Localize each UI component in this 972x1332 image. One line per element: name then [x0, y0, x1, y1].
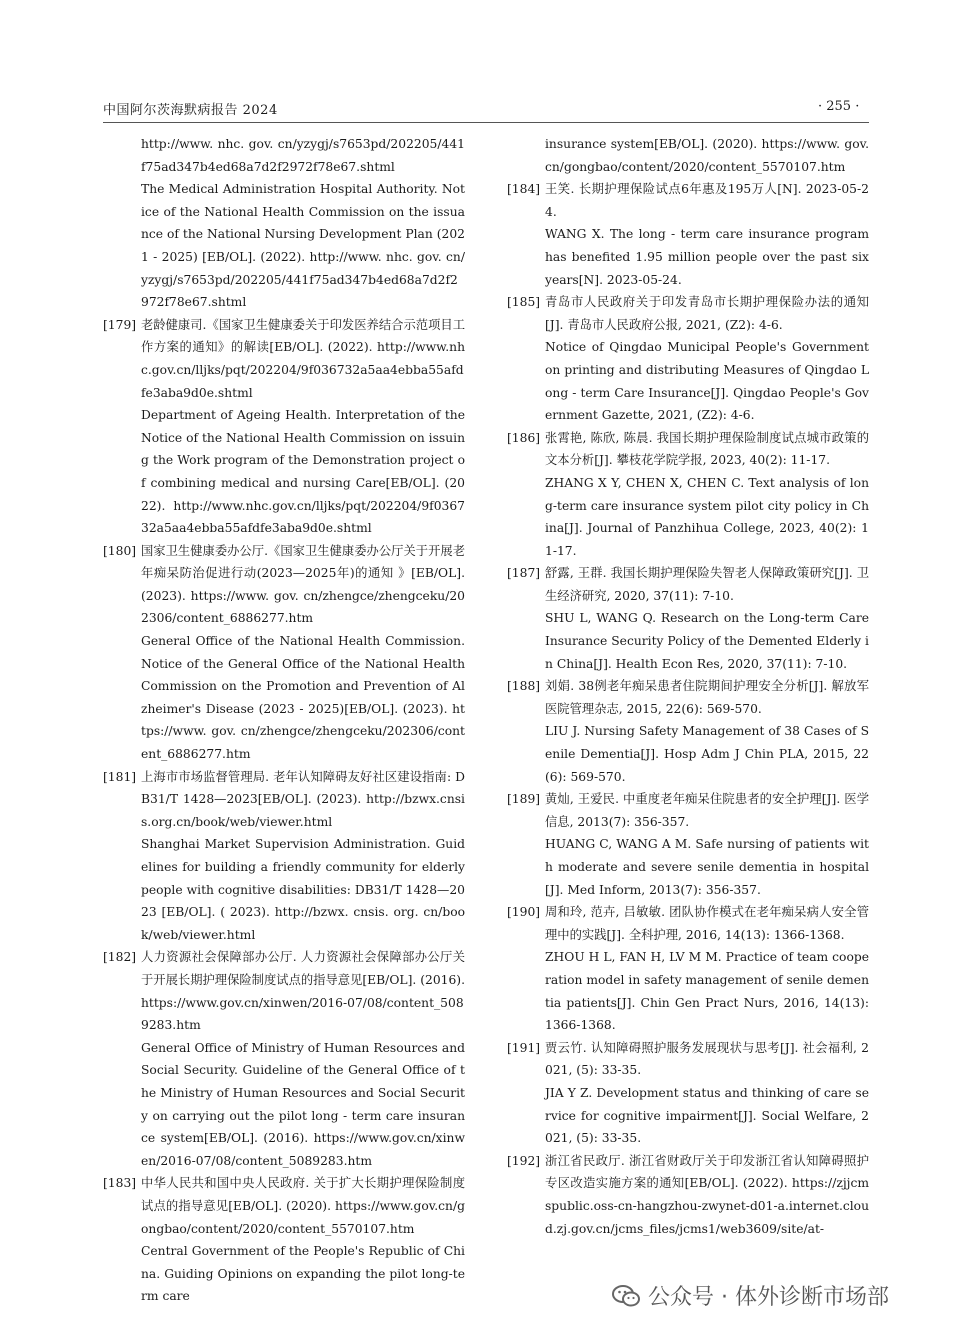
reference-translation: Central Government of the People's Republic of China. Guiding Opinions on expanding the pilot long-term care [141, 1244, 465, 1304]
reference-translation: ZHOU H L, FAN H, LV M M. Practice of team cooperation model in safety management of senile dementia patients[J]. Chin Gen Pract Nurs, 2016, 14(13): 1366-1368. [545, 950, 869, 1033]
reference-entry [507, 291, 869, 427]
reference-number: [192] [507, 1153, 541, 1168]
wechat-icon [612, 1284, 640, 1308]
reference-citation: 人力资源社会保障部办公厅. 人力资源社会保障部办公厅关于开展长期护理保险制度试点的指导意见[EB/OL]. (2016). https://www.gov.cn/xinwen/2016-07/08/content_5089283.htm [141, 950, 465, 1033]
reference-citation: insurance system[EB/OL]. (2020). https://www. gov. cn/gongbao/content/2020/content_5570107.htm [545, 137, 869, 174]
reference-number: [182] [103, 950, 137, 965]
reference-number: [187] [507, 566, 541, 581]
reference-number: [184] [507, 182, 541, 197]
reference-number: [181] [103, 769, 137, 784]
reference-translation: Shanghai Market Supervision Administration. Guidelines for building a friendly community for elderly people with cognitive disabilities: DB31/T 1428—2023 [EB/OL]. ( 2023). http://bzwx. cnsis. org. cn/book/web/viewer.html [141, 837, 465, 942]
reference-citation: 王笑. 长期护理保险试点6年惠及195万人[N]. 2023-05-24. [545, 182, 869, 219]
reference-number: [183] [103, 1176, 137, 1191]
reference-entry [507, 1037, 869, 1150]
reference-translation: JIA Y Z. Development status and thinking of care service for cognitive impairment[J]. Social Welfare, 2021, (5): 33-35. [545, 1085, 869, 1146]
reference-citation: 黄灿, 王爱民. 中重度老年痴呆住院患者的安全护理[J]. 医学信息, 2013(7): 356-357. [545, 792, 869, 829]
reference-citation: 刘娟. 38例老年痴呆患者住院期间护理安全分析[J]. 解放军医院管理杂志, 2015, 22(6): 569-570. [545, 679, 869, 716]
reference-translation: General Office of the National Health Commission. Notice of the General Office of the National Health Commission on the Promotion and Prevention of Alzheimer's Disease (2023 - 2025)[EB/OL]. (2023). https://www. gov. cn/zhengce/zhengceku/202306/content_6886277.htm [141, 634, 465, 762]
reference-entry [507, 427, 869, 563]
reference-entry [507, 675, 869, 788]
reference-translation: The Medical Administration Hospital Authority. Notice of the National Health Commission on the issuance of the National Nursing Development Plan (2021 - 2025) [EB/OL]. (2022). http://www. nhc. gov. cn/yzygj/s7653pd/202205/441f75ad347b4ed68a7d2f2972f78e67.shtml [141, 182, 465, 310]
reference-citation: 贾云竹. 认知障碍照护服务发展现状与思考[J]. 社会福利, 2021, (5): 33-35. [545, 1040, 869, 1078]
reference-translation: WANG X. The long - term care insurance program has benefited 1.95 million people over the past six years[N]. 2023-05-24. [545, 227, 869, 287]
reference-citation: 浙江省民政厅. 浙江省财政厅关于印发浙江省认知障碍照护专区改造实施方案的通知[EB/OL]. (2022). https://zjjcmspublic.oss-cn-hangzhou-zwynet-d01-a.internet.cloud.zj.gov.cn/jcms_files/jcms1/web3609/site/at- [545, 1153, 869, 1236]
reference-citation: http://www. nhc. gov. cn/yzygj/s7653pd/202205/441f75ad347b4ed68a7d2f2972f78e67.shtml [141, 137, 465, 174]
reference-citation: 张霄艳, 陈欣, 陈晨. 我国长期护理保险制度试点城市政策的文本分析[J]. 攀枝花学院学报, 2023, 40(2): 11-17. [545, 430, 869, 468]
reference-entry [507, 562, 869, 675]
reference-number: [180] [103, 543, 137, 558]
running-header-title: 中国阿尔茨海默病报告 2024 [103, 103, 278, 118]
reference-entry [507, 133, 869, 178]
reference-number: [191] [507, 1040, 541, 1055]
left-column [103, 133, 465, 1308]
reference-entry [103, 766, 465, 947]
reference-citation: 周和玲, 范卉, 吕敏敏. 团队协作模式在老年痴呆病人安全管理中的实践[J]. 全科护理, 2016, 14(13): 1366-1368. [545, 905, 869, 942]
reference-citation: 舒露, 王群. 我国长期护理保险失智老人保障政策研究[J]. 卫生经济研究, 2020, 37(11): 7-10. [545, 566, 869, 603]
reference-entry [103, 314, 465, 540]
reference-number: [190] [507, 905, 541, 920]
reference-translation: HUANG C, WANG A M. Safe nursing of patients with moderate and severe senile dementia in hospital[J]. Med Inform, 2013(7): 356-357. [545, 837, 869, 897]
reference-entry [103, 946, 465, 1172]
reference-entry [103, 540, 465, 766]
reference-entry [103, 133, 465, 314]
reference-translation: SHU L, WANG Q. Research on the Long-term Care Insurance Security Policy of the Demented Elderly in China[J]. Health Econ Res, 2020, 37(11): 7-10. [545, 611, 869, 671]
reference-number: [186] [507, 430, 541, 445]
header-rule [103, 122, 869, 123]
reference-entry [507, 1150, 869, 1240]
watermark [612, 1280, 889, 1311]
reference-translation: LIU J. Nursing Safety Management of 38 Cases of Senile Dementia[J]. Hosp Adm J Chin PLA, 2015, 22(6): 569-570. [545, 724, 869, 784]
reference-translation: Department of Ageing Health. Interpretation of the Notice of the National Health Commission on issuing the Work program of the Demonstration project of combining medical and nursing Care[EB/OL]. (2022). http://www.nhc.gov.cn/lljks/pqt/202204/9f036732a5aa4ebba55afdfe3aba9d0e.shtml [141, 408, 465, 536]
watermark-text: 公众号 · 体外诊断市场部 [648, 1285, 889, 1310]
reference-translation: General Office of Ministry of Human Resources and Social Security. Guideline of the General Office of the Ministry of Human Resources and Social Security on carrying out the pilot long - term care insurance system[EB/OL]. (2016). https://www.gov.cn/xinwen/2016-07/08/content_5089283.htm [141, 1040, 465, 1168]
reference-entry [507, 788, 869, 901]
reference-citation: 老龄健康司.《国家卫生健康委关于印发医养结合示范项目工作方案的通知》的解读[EB/OL]. (2022). http://www.nhc.gov.cn/lljks/pqt/202204/9f036732a5aa4ebba55afdfe3aba9d0e.shtml [141, 317, 465, 400]
reference-translation: Notice of Qingdao Municipal People's Government on printing and distributing Measures of Qingdao Long - term Care Insurance[J]. Qingdao People's Government Gazette, 2021, (Z2): 4-6. [545, 340, 869, 423]
reference-number: [189] [507, 792, 541, 807]
reference-number: [188] [507, 679, 541, 694]
reference-entry [507, 178, 869, 291]
reference-number: [179] [103, 317, 137, 332]
reference-translation: ZHANG X Y, CHEN X, CHEN C. Text analysis of long-term care insurance system pilot city policy in China[J]. Journal of Panzhihua College, 2023, 40(2): 11-17. [545, 475, 869, 558]
reference-entry [103, 1172, 465, 1308]
right-column [507, 133, 869, 1240]
reference-citation: 青岛市人民政府关于印发青岛市长期护理保险办法的通知[J]. 青岛市人民政府公报, 2021, (Z2): 4-6. [545, 295, 869, 332]
reference-citation: 国家卫生健康委办公厅.《国家卫生健康委办公厅关于开展老年痴呆防治促进行动(2023—2025年)的通知 》[EB/OL]. (2023). https://www. gov. cn/zhengce/zhengceku/202306/content_6886277.htm [141, 543, 465, 626]
reference-entry [507, 901, 869, 1037]
reference-number: [185] [507, 295, 541, 310]
page-number: · 255 · [818, 99, 860, 114]
reference-citation: 中华人民共和国中央人民政府. 关于扩大长期护理保险制度试点的指导意见[EB/OL]. (2020). https://www.gov.cn/gongbao/content/2020/content_5570107.htm [141, 1176, 465, 1236]
reference-citation: 上海市市场监督管理局. 老年认知障碍友好社区建设指南: DB31/T 1428—2023[EB/OL]. (2023). http://bzwx.cnsis.org.cn/book/web/viewer.html [141, 769, 465, 829]
